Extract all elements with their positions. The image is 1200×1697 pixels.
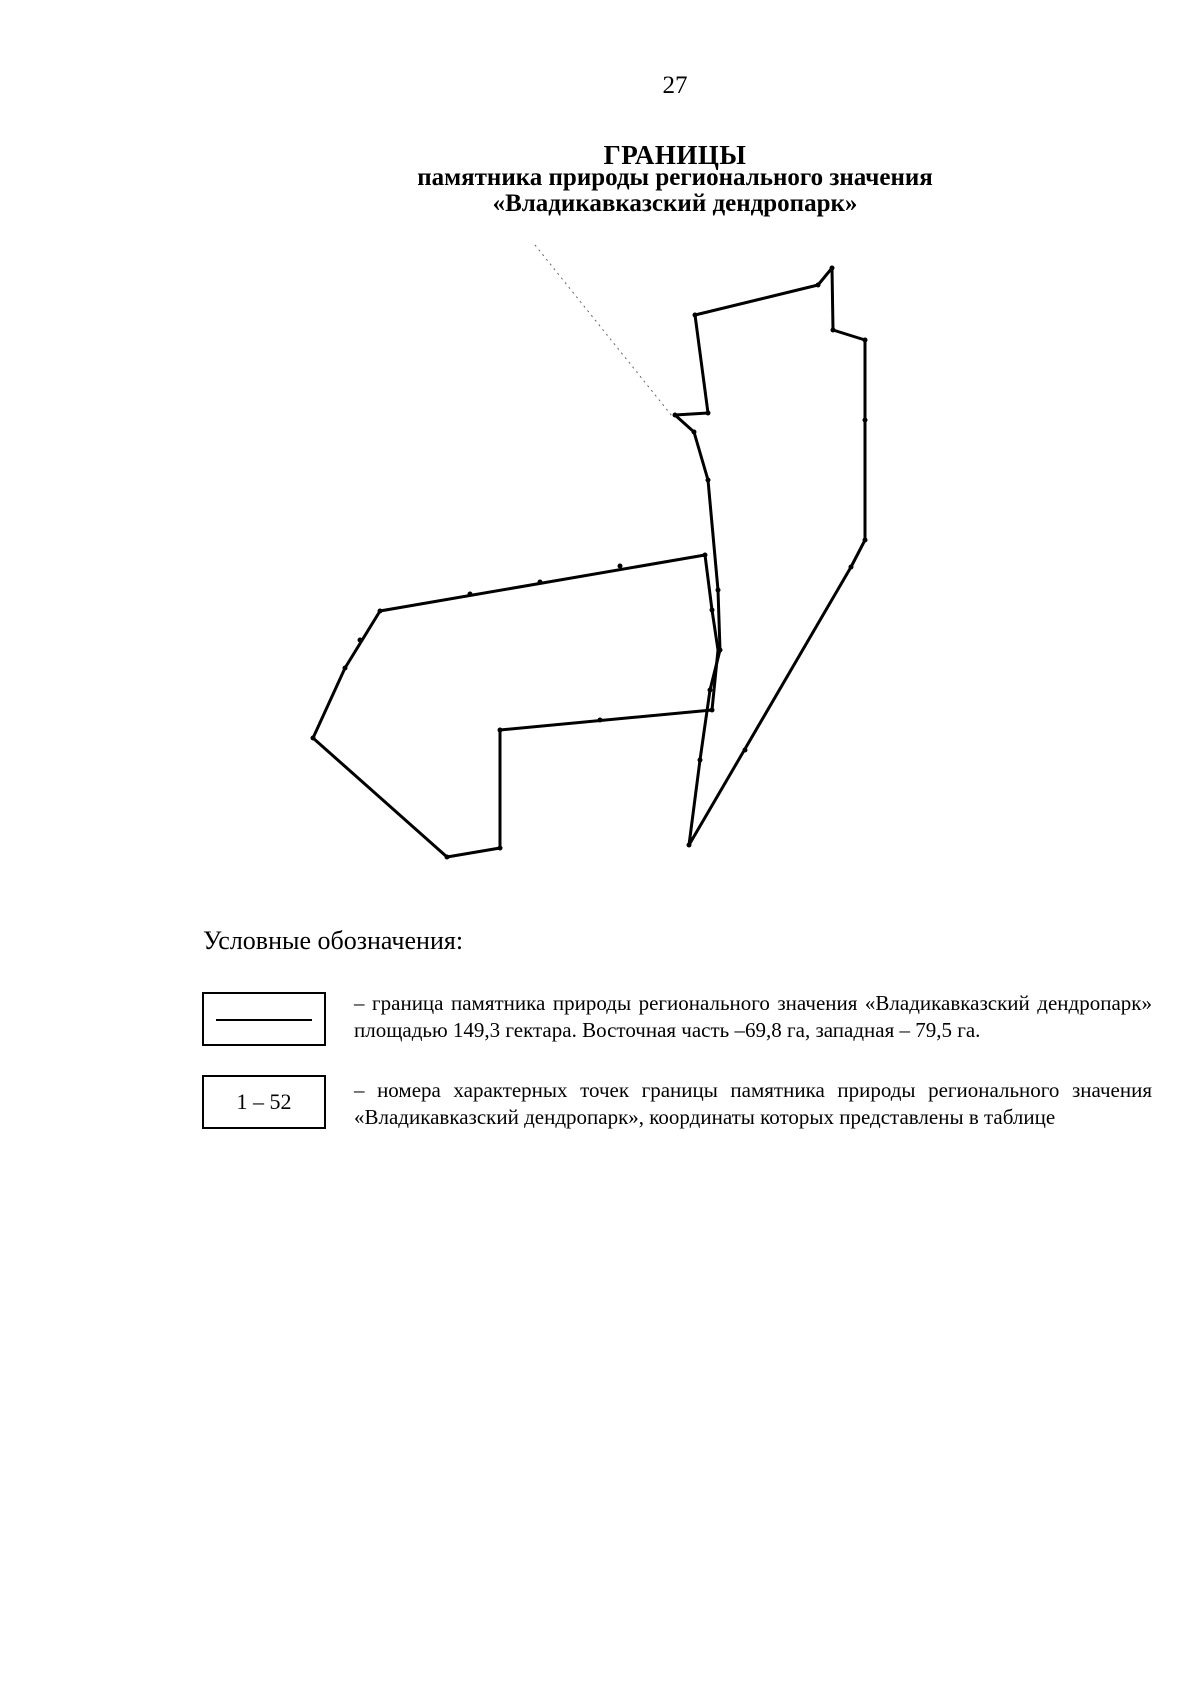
title-subtitle-line1: памятника природы регионального значения [417,164,933,191]
legend-line-sample [216,1019,312,1021]
legend-line-description: – граница памятника природы регионального значения «Владикавказский дендропарк» площадью 149,3 гектара. Восточная часть –69,8 га, западная – 79,5 га. [354,991,1152,1042]
legend-line-symbol [202,992,326,1046]
title-subtitle-line2: «Владикавказский дендропарк» [492,190,858,217]
reference-dotted-line [535,245,672,416]
boundary-point-markers [311,266,868,860]
legend-points-symbol [202,1075,326,1129]
western-part-boundary [313,555,718,857]
legend-points-range: 1 – 52 [236,1089,292,1114]
page-number: 27 [662,72,688,99]
legend-points-description: – номера характерных точек границы памятника природы регионального значения «Владикавказский дендропарк», координаты которых представлены в таблице [354,1078,1152,1129]
legend-heading: Условные обозначения: [203,926,464,955]
page-title: ГРАНИЦЫ [603,140,747,170]
